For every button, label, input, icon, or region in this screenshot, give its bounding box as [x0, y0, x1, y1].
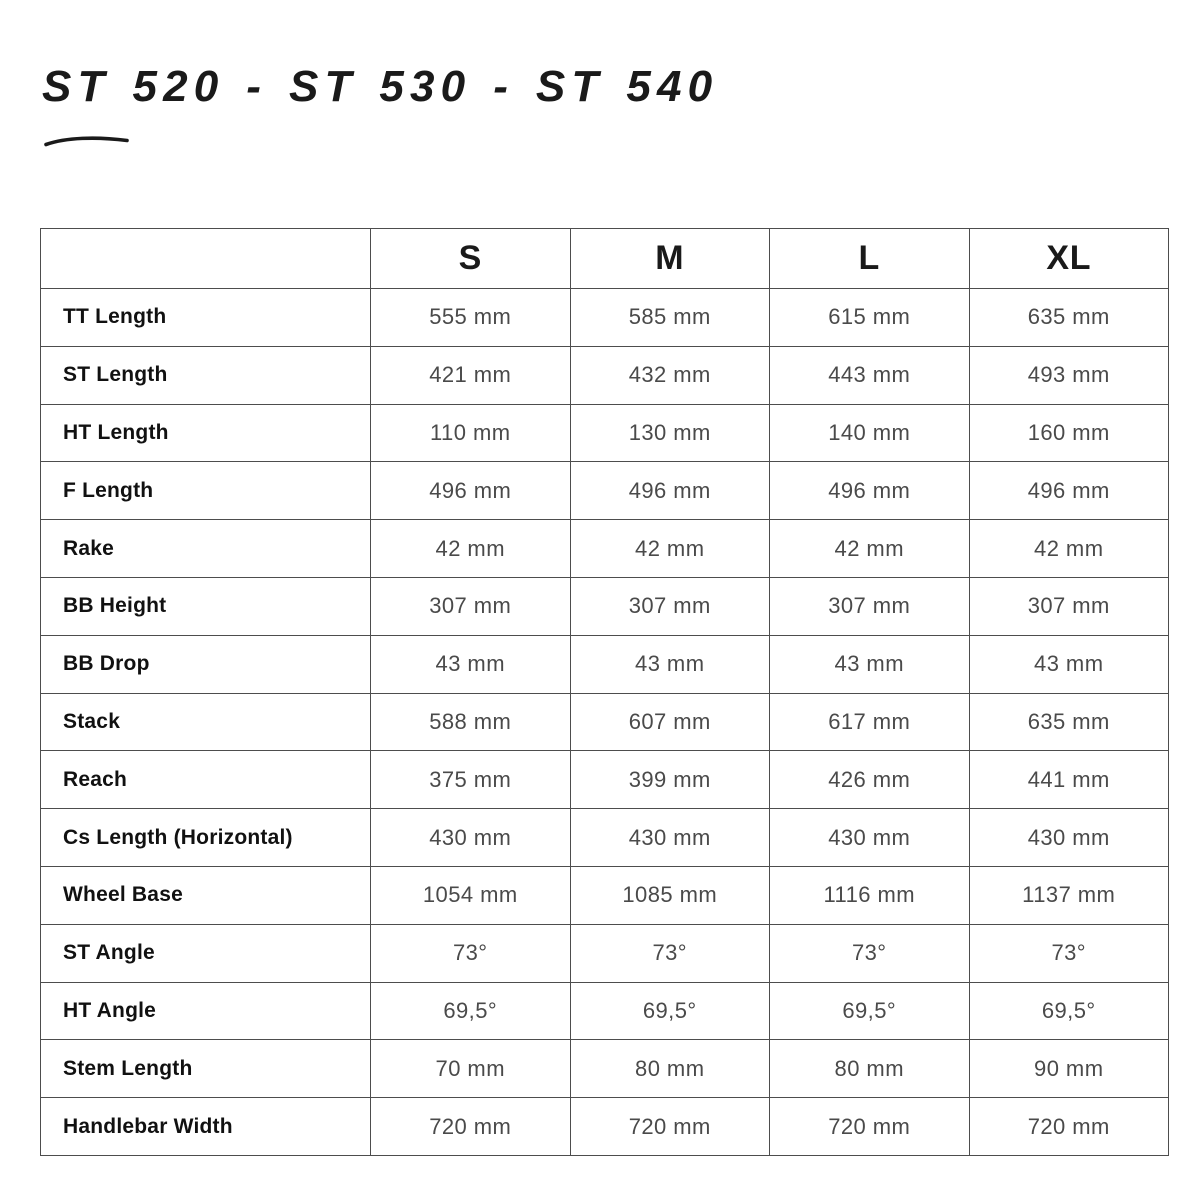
value-cell-tt-length-l: 615 mm [770, 289, 970, 347]
row-label-stem-length: Stem Length [41, 1040, 371, 1098]
value-cell-rake-s: 42 mm [371, 520, 571, 578]
page-title: ST 520 - ST 530 - ST 540 [42, 62, 719, 111]
value-cell-st-angle-xl: 73° [969, 924, 1169, 982]
table-row-bb-height [41, 577, 1169, 635]
row-label-wheel-base: Wheel Base [41, 866, 371, 924]
value-cell-stack-l: 617 mm [770, 693, 970, 751]
title-underline-swoosh [44, 132, 130, 148]
value-cell-handlebar-width-xl: 720 mm [969, 1098, 1169, 1156]
value-cell-stack-xl: 635 mm [969, 693, 1169, 751]
geometry-table-header [41, 229, 1169, 289]
table-row-bb-drop [41, 635, 1169, 693]
table-row-ht-length [41, 404, 1169, 462]
value-cell-f-length-l: 496 mm [770, 462, 970, 520]
value-cell-cs-length-horizontal-xl: 430 mm [969, 809, 1169, 867]
value-cell-ht-angle-xl: 69,5° [969, 982, 1169, 1040]
table-row-wheel-base [41, 866, 1169, 924]
corner-header-cell [41, 229, 371, 289]
value-cell-rake-xl: 42 mm [969, 520, 1169, 578]
value-cell-st-length-xl: 493 mm [969, 346, 1169, 404]
value-cell-st-angle-m: 73° [570, 924, 770, 982]
value-cell-ht-angle-m: 69,5° [570, 982, 770, 1040]
size-column-header-xl: XL [969, 229, 1169, 289]
size-column-header-s: S [371, 229, 571, 289]
value-cell-st-length-m: 432 mm [570, 346, 770, 404]
value-cell-handlebar-width-l: 720 mm [770, 1098, 970, 1156]
value-cell-cs-length-horizontal-l: 430 mm [770, 809, 970, 867]
table-row-f-length [41, 462, 1169, 520]
header-row [41, 229, 1169, 289]
value-cell-bb-drop-xl: 43 mm [969, 635, 1169, 693]
row-label-stack: Stack [41, 693, 371, 751]
table-row-cs-length-horizontal [41, 809, 1169, 867]
row-label-cs-length-horizontal: Cs Length (Horizontal) [41, 809, 371, 867]
value-cell-wheel-base-xl: 1137 mm [969, 866, 1169, 924]
row-label-bb-height: BB Height [41, 577, 371, 635]
value-cell-bb-drop-l: 43 mm [770, 635, 970, 693]
row-label-handlebar-width: Handlebar Width [41, 1098, 371, 1156]
row-label-f-length: F Length [41, 462, 371, 520]
row-label-bb-drop: BB Drop [41, 635, 371, 693]
value-cell-ht-length-s: 110 mm [371, 404, 571, 462]
value-cell-stem-length-l: 80 mm [770, 1040, 970, 1098]
row-label-rake: Rake [41, 520, 371, 578]
size-column-header-m: M [570, 229, 770, 289]
table-row-st-angle [41, 924, 1169, 982]
row-label-st-angle: ST Angle [41, 924, 371, 982]
value-cell-f-length-m: 496 mm [570, 462, 770, 520]
value-cell-st-length-s: 421 mm [371, 346, 571, 404]
value-cell-stem-length-s: 70 mm [371, 1040, 571, 1098]
value-cell-tt-length-xl: 635 mm [969, 289, 1169, 347]
size-column-header-l: L [770, 229, 970, 289]
value-cell-cs-length-horizontal-s: 430 mm [371, 809, 571, 867]
value-cell-ht-length-xl: 160 mm [969, 404, 1169, 462]
row-label-reach: Reach [41, 751, 371, 809]
value-cell-ht-length-m: 130 mm [570, 404, 770, 462]
value-cell-tt-length-m: 585 mm [570, 289, 770, 347]
row-label-st-length: ST Length [41, 346, 371, 404]
value-cell-wheel-base-s: 1054 mm [371, 866, 571, 924]
value-cell-f-length-s: 496 mm [371, 462, 571, 520]
value-cell-stack-s: 588 mm [371, 693, 571, 751]
row-label-tt-length: TT Length [41, 289, 371, 347]
value-cell-tt-length-s: 555 mm [371, 289, 571, 347]
value-cell-stem-length-m: 80 mm [570, 1040, 770, 1098]
value-cell-ht-angle-l: 69,5° [770, 982, 970, 1040]
value-cell-bb-height-s: 307 mm [371, 577, 571, 635]
value-cell-reach-xl: 441 mm [969, 751, 1169, 809]
value-cell-wheel-base-l: 1116 mm [770, 866, 970, 924]
value-cell-st-length-l: 443 mm [770, 346, 970, 404]
value-cell-stack-m: 607 mm [570, 693, 770, 751]
value-cell-bb-height-m: 307 mm [570, 577, 770, 635]
value-cell-reach-m: 399 mm [570, 751, 770, 809]
value-cell-ht-length-l: 140 mm [770, 404, 970, 462]
value-cell-bb-height-l: 307 mm [770, 577, 970, 635]
table-row-st-length [41, 346, 1169, 404]
value-cell-handlebar-width-m: 720 mm [570, 1098, 770, 1156]
geometry-table-body [41, 289, 1169, 1156]
value-cell-stem-length-xl: 90 mm [969, 1040, 1169, 1098]
row-label-ht-length: HT Length [41, 404, 371, 462]
value-cell-reach-l: 426 mm [770, 751, 970, 809]
value-cell-f-length-xl: 496 mm [969, 462, 1169, 520]
value-cell-wheel-base-m: 1085 mm [570, 866, 770, 924]
value-cell-bb-drop-s: 43 mm [371, 635, 571, 693]
table-row-rake [41, 520, 1169, 578]
geometry-table [40, 228, 1169, 1156]
value-cell-bb-height-xl: 307 mm [969, 577, 1169, 635]
value-cell-st-angle-s: 73° [371, 924, 571, 982]
value-cell-bb-drop-m: 43 mm [570, 635, 770, 693]
table-row-handlebar-width [41, 1098, 1169, 1156]
table-row-stem-length [41, 1040, 1169, 1098]
value-cell-cs-length-horizontal-m: 430 mm [570, 809, 770, 867]
value-cell-rake-l: 42 mm [770, 520, 970, 578]
value-cell-st-angle-l: 73° [770, 924, 970, 982]
value-cell-reach-s: 375 mm [371, 751, 571, 809]
row-label-ht-angle: HT Angle [41, 982, 371, 1040]
value-cell-handlebar-width-s: 720 mm [371, 1098, 571, 1156]
table-row-reach [41, 751, 1169, 809]
table-row-stack [41, 693, 1169, 751]
table-row-ht-angle [41, 982, 1169, 1040]
table-row-tt-length [41, 289, 1169, 347]
value-cell-ht-angle-s: 69,5° [371, 982, 571, 1040]
value-cell-rake-m: 42 mm [570, 520, 770, 578]
